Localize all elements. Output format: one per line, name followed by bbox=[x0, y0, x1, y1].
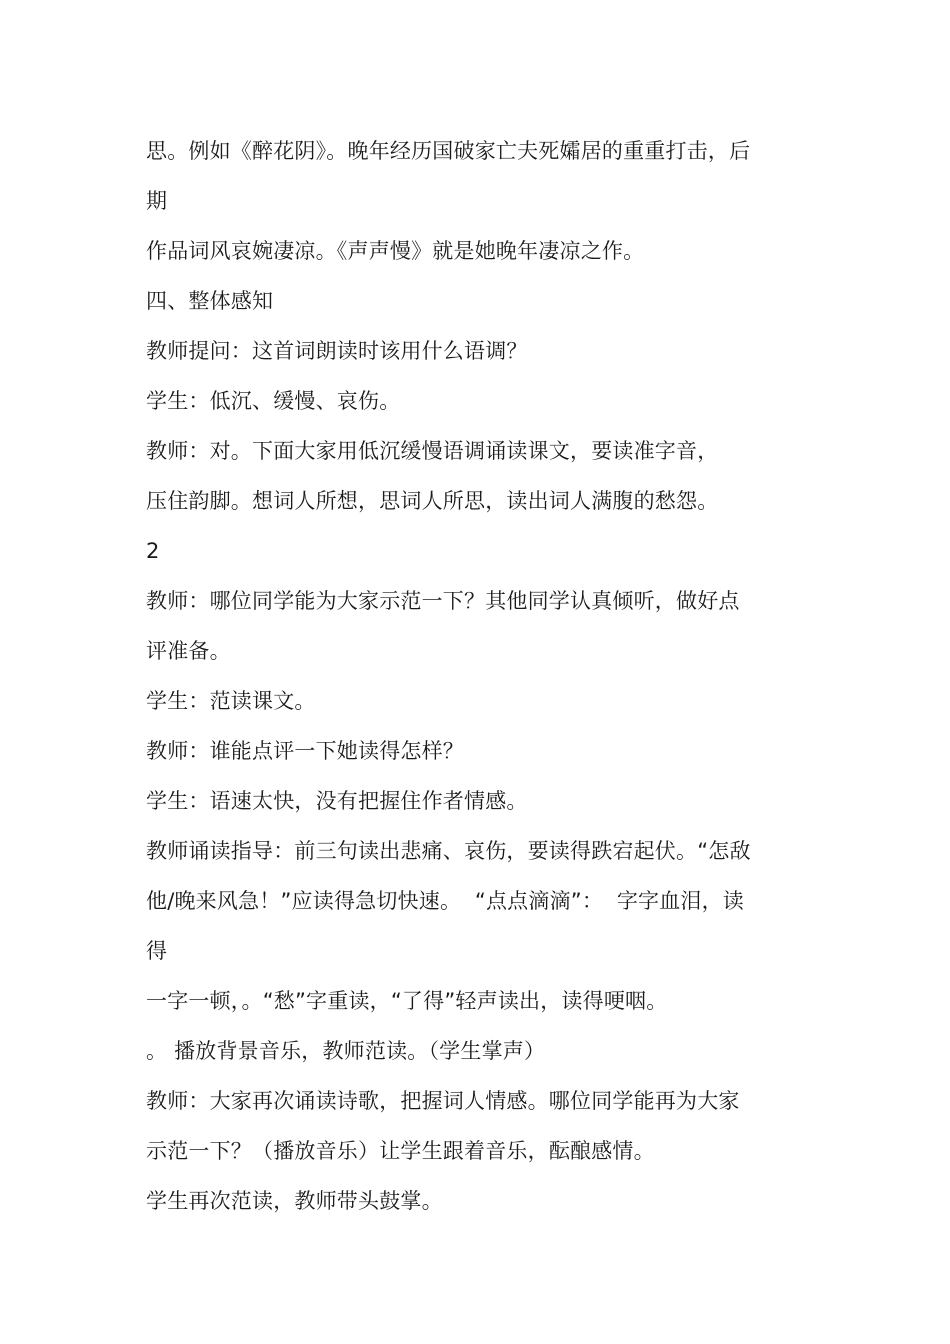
text-line: 。 播放背景音乐，教师范读。（学生掌声） bbox=[146, 1039, 546, 1063]
text-line: 作品词风哀婉凄凉。《声声慢》就是她晚年凄凉之作。 bbox=[146, 239, 645, 263]
page-number: 2 bbox=[146, 539, 160, 563]
section-heading: 四、整体感知 bbox=[146, 289, 274, 313]
text-line: 思。例如《醉花阴》。晚年经历国破家亡夫死孀居的重重打击，后 bbox=[146, 139, 751, 163]
text-line: 评准备。 bbox=[146, 639, 231, 663]
text-line: 他/晚来风急！”应读得急切快速。 “点点滴滴”： 字字血泪，读 bbox=[146, 889, 745, 913]
text-line: 教师：哪位同学能为大家示范一下？其他同学认真倾听，做好点 bbox=[146, 589, 740, 613]
text-line: 示范一下？（播放音乐）让学生跟着音乐，酝酿感情。 bbox=[146, 1139, 655, 1163]
text-line: 教师：对。下面大家用低沉缓慢语调诵读课文，要读准字音， bbox=[146, 439, 719, 463]
text-line: 期 bbox=[146, 189, 168, 213]
text-line: 压住韵脚。想词人所想，思词人所思，读出词人满腹的愁怨。 bbox=[146, 489, 719, 513]
text-line: 学生：低沉、缓慢、哀伤。 bbox=[146, 389, 401, 413]
text-line: 教师诵读指导：前三句读出悲痛、哀伤，要读得跌宕起伏。“怎敌 bbox=[146, 839, 751, 863]
text-line: 教师：谁能点评一下她读得怎样？ bbox=[146, 739, 464, 763]
text-line: 教师提问：这首词朗读时该用什么语调？ bbox=[146, 339, 528, 363]
text-line: 学生：范读课文。 bbox=[146, 689, 316, 713]
text-line: 一字一顿，。“愁”字重读，“了得”轻声读出，读得哽咽。 bbox=[146, 989, 668, 1013]
text-line: 得 bbox=[146, 939, 168, 963]
text-line: 学生再次范读，教师带头鼓掌。 bbox=[146, 1189, 443, 1213]
text-line: 教师：大家再次诵读诗歌，把握词人情感。哪位同学能再为大家 bbox=[146, 1089, 740, 1113]
text-line: 学生：语速太快，没有把握住作者情感。 bbox=[146, 789, 528, 813]
